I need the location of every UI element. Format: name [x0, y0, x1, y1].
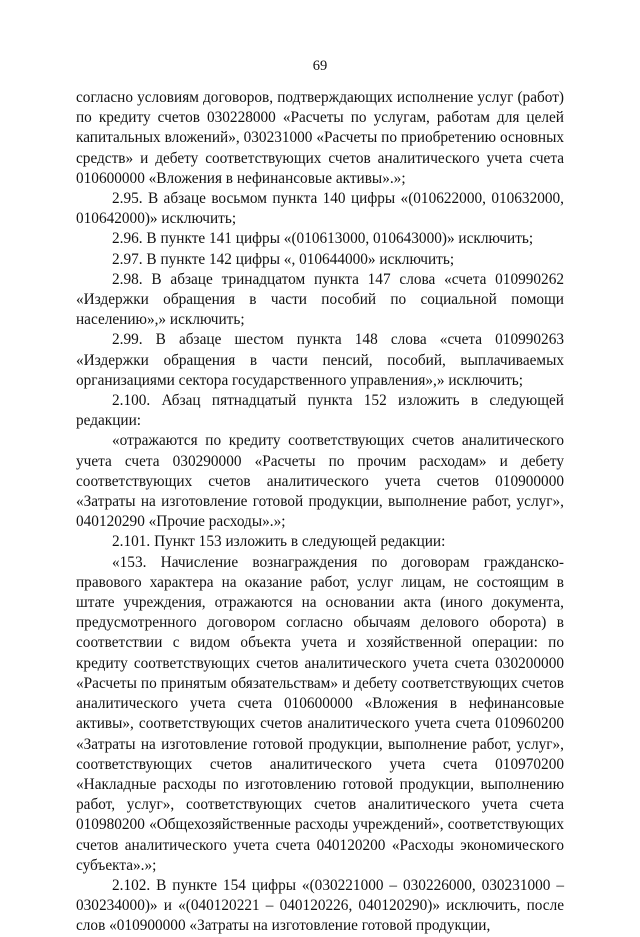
paragraph: 2.102. В пункте 154 цифры «(030221000 – 030226000, 030231000 – 030234000)» и «(040120221 – 040120226, 040120290)» исключить, после слов «010900000 «Затраты на изготовление готовой продукции,	[76, 876, 564, 935]
paragraph: 2.101. Пункт 153 изложить в следующей редакции:	[112, 533, 446, 551]
paragraph: «153. Начисление вознаграждения по договорам гражданско-правового характера на оказание работ, услуг лицам, не состоящим в штате учреждения, отражаются на основании акта (иного документа, предусмотренного договором согласно обычаям делового оборота) в соответствии с видом объекта учета и хозяйственной операции: по кредиту соответствующих счетов аналитического учета счета 030200000 «Расчеты по принятым обязательствам» и дебету соответствующих счетов аналитического учета счета 010600000 «Вложения в нефинансовые активы», соответствующих счетов аналитического учета счета 010960200 «Затраты на изготовление готовой продукции, выполнение работ, услуг», соответствующих счетов аналитического учета счета 010970200 «Накладные расходы по изготовлению готовой продукции, выполнению работ, услуг», соответствующих счетов аналитического учета счета 010980200 «Общехозяйственные расходы учреждений», соответствующих счетов аналитического учета счета 040120200 «Расходы экономического субъекта».»;	[76, 553, 564, 874]
paragraph: 2.98. В абзаце тринадцатом пункта 147 слова «счета 010990262 «Издержки обращения в части пособий по социальной помощи населению»,» исключить;	[76, 270, 564, 329]
paragraph: 2.97. В пункте 142 цифры «, 010644000» исключить;	[112, 250, 455, 268]
paragraph: 2.95. В абзаце восьмом пункта 140 цифры «(010622000, 010632000, 010642000)» исключить;	[76, 190, 564, 228]
paragraph: согласно условиям договоров, подтверждающих исполнение услуг (работ) по кредиту счетов 030228000 «Расчеты по услугам, работам для целей капитальных вложений», 030231000 «Расчеты по приобретению основных средств» и дебету соответствующих счетов аналитического учета счета 010600000 «Вложения в нефинансовые активы».»;	[76, 89, 564, 187]
paragraph: «отражаются по кредиту соответствующих счетов аналитического учета счета 030290000 «Расчеты по прочим расходам» и дебету соответствующих счетов аналитического учета счетов 010900000 «Затраты на изготовление готовой продукции, выполнение работ, услуг», 040120290 «Прочие расходы».»;	[76, 432, 564, 531]
page-number: 69	[312, 58, 328, 74]
paragraph: 2.100. Абзац пятнадцатый пункта 152 изложить в следующей редакции:	[76, 392, 564, 430]
document-body	[76, 88, 564, 937]
paragraph: 2.99. В абзаце шестом пункта 148 слова «счета 010990263 «Издержки обращения в части пенсий, пособий, выплачиваемых организациями сектора государственного управления»,» исключить;	[76, 331, 564, 389]
paragraph: 2.96. В пункте 141 цифры «(010613000, 010643000)» исключить;	[112, 230, 534, 248]
